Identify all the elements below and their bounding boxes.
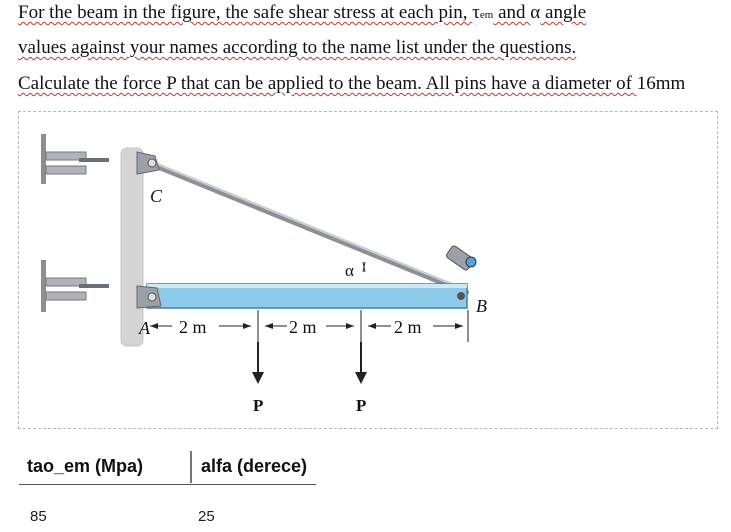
tie-rod-highlight	[152, 162, 466, 290]
alpha-arc-icon	[363, 262, 365, 272]
value-alfa: 25	[198, 508, 215, 525]
upper-wall-mount-icon	[41, 134, 109, 184]
tie-rod	[152, 164, 466, 292]
lower-wall-mount-icon	[41, 260, 109, 312]
value-tao-em: 85	[30, 508, 47, 525]
pin-a-bracket-icon	[137, 286, 161, 308]
values-table-header	[19, 449, 316, 485]
beam-diagram	[19, 112, 719, 430]
wall-column	[121, 148, 143, 346]
question-line-2	[18, 37, 576, 59]
header-separator	[190, 451, 192, 483]
load-left-label: P	[253, 396, 264, 415]
pin-b-clevis-icon	[445, 245, 476, 271]
load-arrow-left-icon	[252, 342, 264, 384]
question-line-2-text: values against your names according to the name list under the questions.	[18, 37, 577, 58]
beam-figure	[18, 111, 718, 429]
span-1-label: 2 m	[179, 317, 207, 337]
label-alpha: α	[345, 261, 354, 280]
question-line-3-text: Calculate the force P that can be applied to the beam. All pins have a diameter of	[18, 73, 637, 94]
tau-subscript: em	[479, 9, 494, 21]
span-3-label: 2 m	[394, 317, 422, 337]
alpha-symbol: α	[530, 2, 541, 23]
load-right-label: P	[356, 396, 367, 415]
question-line-1-and: and	[493, 2, 531, 23]
question-line-1-text: For the beam in the figure, the safe shear stress at each pin,	[18, 2, 473, 23]
tau-symbol: τ	[472, 2, 480, 23]
question-line-1	[18, 2, 586, 24]
question-line-1-angle: angle	[540, 2, 587, 23]
header-tao-em: tao_em (Mpa)	[27, 456, 144, 476]
label-a: A	[139, 318, 150, 338]
label-c: C	[150, 186, 163, 206]
header-alfa: alfa (derece)	[201, 456, 308, 476]
label-b: B	[476, 296, 487, 316]
pin-diameter: 16mm	[636, 73, 686, 94]
question-line-3	[18, 73, 685, 95]
span-2-label: 2 m	[289, 317, 317, 337]
beam-highlight	[147, 284, 467, 288]
load-arrow-right-icon	[355, 342, 367, 384]
pin-b-icon	[457, 292, 465, 300]
pin-c-bracket-icon	[137, 152, 159, 174]
